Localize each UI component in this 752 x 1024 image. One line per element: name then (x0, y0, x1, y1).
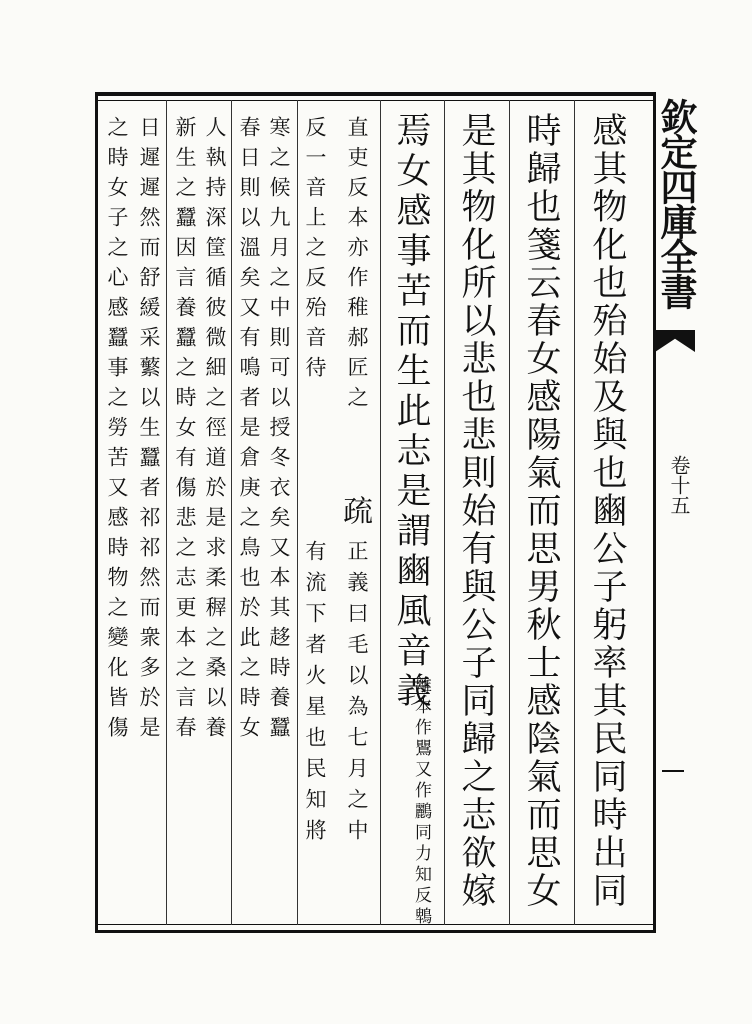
column-divider (574, 100, 575, 925)
bottom-border (95, 930, 655, 933)
top-border (95, 92, 655, 96)
text-column-3: 是其物化所以悲也悲則始有與公子同歸之志欲嫁 (456, 112, 496, 910)
text-column-1: 感其物化也殆始及與也豳公子躬率其民同時出同 (587, 112, 627, 910)
column-divider (166, 100, 167, 925)
commentary-column-6: 反一音上之反殆音待 (303, 116, 327, 386)
volume-label: 卷十五 (667, 455, 691, 515)
margin-mark (662, 770, 684, 786)
commentary-column-7: 寒之候九月之中則可以授冬衣矣又本其趍時養蠶 (267, 116, 291, 746)
commentary-column-11: 日遲遲然而舒緩采蘩以生蠶者祁祁然而衆多於是 (137, 116, 161, 746)
book-title: 欽定四庫全書 (654, 98, 698, 308)
commentary-column-5b: 正義曰毛以為七月之中 (345, 540, 369, 850)
commentary-column-12: 之時女子之心感蠶事之勞苦又感時物之變化皆傷 (105, 116, 129, 746)
top-border-inner (95, 100, 655, 101)
commentary-column-9: 人執持深筐循彼微細之徑道於是求柔稺之桑以養 (203, 116, 227, 746)
annotation-note-right (412, 676, 434, 928)
column-divider (380, 100, 381, 925)
commentary-column-6b: 有流下者火星也民知將 (303, 540, 327, 850)
commentary-column-10: 新生之蠶因言養蠶之時女有傷悲之志更本之言春 (173, 116, 197, 746)
commentary-column-8: 春日則以溫矣又有鳴者是倉庚之鳥也於此之時女 (237, 116, 261, 746)
column-divider (231, 100, 232, 925)
annotation-note: 離本作鸎又作鸝同力知反鵯 (411, 676, 431, 928)
bottom-border-inner (95, 924, 655, 925)
column-divider (509, 100, 510, 925)
commentary-column-5: 直吏反本亦作稚郝匠之 (345, 116, 369, 416)
text-column-4: 焉女感事苦而生此志是謂豳風音義 (391, 112, 431, 712)
text-column-2: 時歸也箋云春女感陽氣而思男秋士感陰氣而思女 (521, 112, 561, 910)
column-divider (297, 100, 298, 925)
fish-tail-mark (655, 330, 695, 352)
column-divider (444, 100, 445, 925)
shu-marker: 疏 (337, 495, 372, 525)
left-border (95, 92, 98, 933)
